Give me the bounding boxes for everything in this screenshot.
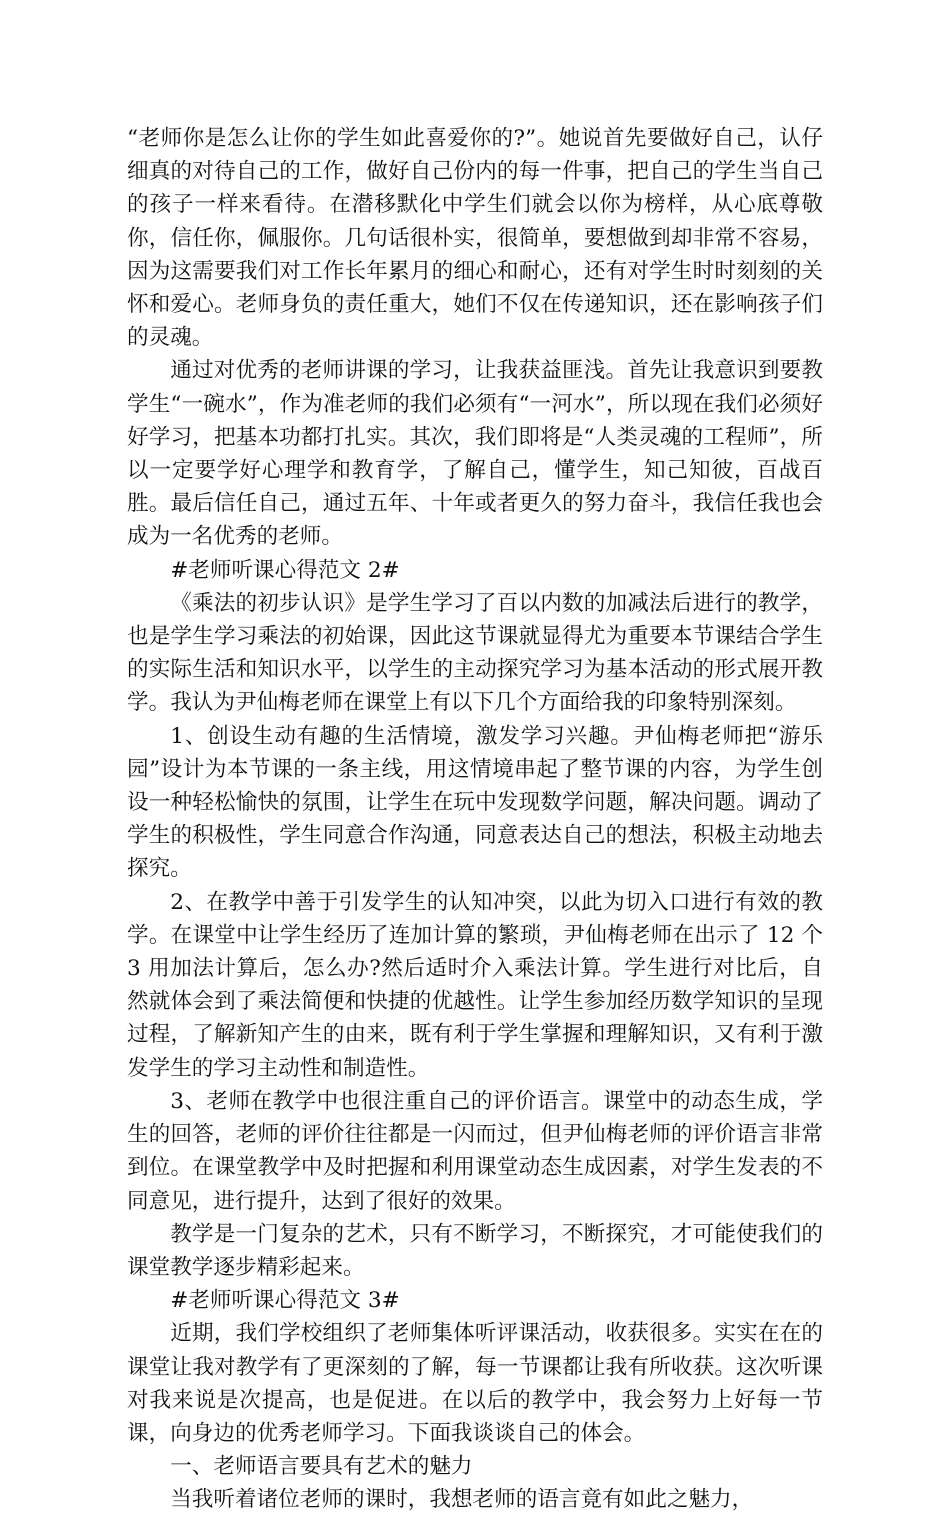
paragraph-2: 通过对优秀的老师讲课的学习，让我获益匪浅。首先让我意识到要教学生“一碗水”，作为准老师的我们必须有“一河水”，所以现在我们必须好好学习，把基本功都打扎实。其次，我们即将是“人类灵魂的工程师”，所以一定要学好心理学和教育学，了解自己，懂学生，知己知彼，百战百胜。最后信任自己，通过五年、十年或者更久的努力奋斗，我信任我也会成为一名优秀的老师。 <box>127 358 823 550</box>
paragraph-5: 2、在教学中善于引发学生的认知冲突，以此为切入口进行有效的教学。在课堂中让学生经历了连加计算的繁琐，尹仙梅老师在出示了 12 个 3 用加法计算后，怎么办?然后适时介入乘法计算。学生进行对比后，自然就体会到了乘法简便和快捷的优越性。让学生参加经历数学知识的呈现过程，了解新知产生的由来，既有利于学生掌握和理解知识，又有利于激发学生的学习主动性和制造性。 <box>127 889 823 1081</box>
section-heading-3: #老师听课心得范文 3# <box>170 1288 400 1314</box>
document-body <box>127 122 823 1517</box>
paragraph-6: 3、老师在教学中也很注重自己的评价语言。课堂中的动态生成，学生的回答，老师的评价往往都是一闪而过，但尹仙梅老师的评价语言非常到位。在课堂教学中及时把握和利用课堂动态生成因素，对学生发表的不同意见，进行提升，达到了很好的效果。 <box>127 1088 823 1214</box>
section-heading-2: #老师听课心得范文 2# <box>170 557 400 583</box>
paragraph-7: 教学是一门复杂的艺术，只有不断学习，不断探究，才可能使我们的课堂教学逐步精彩起来。 <box>127 1221 823 1280</box>
paragraph-1: “老师你是怎么让你的学生如此喜爱你的?”。她说首先要做好自己，认仔细真的对待自己的工作，做好自己份内的每一件事，把自己的学生当自己的孩子一样来看待。在潜移默化中学生们就会以你为榜样，从心底尊敬你，信任你，佩服你。几句话很朴实，很简单，要想做到却非常不容易，因为这需要我们对工作长年累月的细心和耐心，还有对学生时时刻刻的关怀和爱心。老师身负的责任重大，她们不仅在传递知识，还在影响孩子们的灵魂。 <box>127 126 823 351</box>
paragraph-8: 近期，我们学校组织了老师集体听评课活动，收获很多。实实在在的课堂让我对教学有了更深刻的了解，每一节课都让我有所收获。这次听课对我来说是次提高，也是促进。在以后的教学中，我会努力上好每一节课，向身边的优秀老师学习。下面我谈谈自己的体会。 <box>127 1321 823 1446</box>
paragraph-9: 当我听着诸位老师的课时，我想老师的语言竟有如此之魅力， <box>170 1487 754 1513</box>
paragraph-4: 1、创设生动有趣的生活情境，激发学习兴趣。尹仙梅老师把“游乐园”设计为本节课的一条主线，用这情境串起了整节课的内容，为学生创设一种轻松愉快的氛围，让学生在玩中发现数学问题，解决问题。调动了学生的积极性，学生同意合作沟通，同意表达自己的想法，积极主动地去探究。 <box>127 723 823 882</box>
paragraph-3: 《乘法的初步认识》是学生学习了百以内数的加减法后进行的教学，也是学生学习乘法的初始课，因此这节课就显得尤为重要本节课结合学生的实际生活和知识水平，以学生的主动探究学习为基本活动的形式展开教学。我认为尹仙梅老师在课堂上有以下几个方面给我的印象特别深刻。 <box>127 590 823 716</box>
subsection-heading-1: 一、老师语言要具有艺术的魅力 <box>170 1454 473 1480</box>
